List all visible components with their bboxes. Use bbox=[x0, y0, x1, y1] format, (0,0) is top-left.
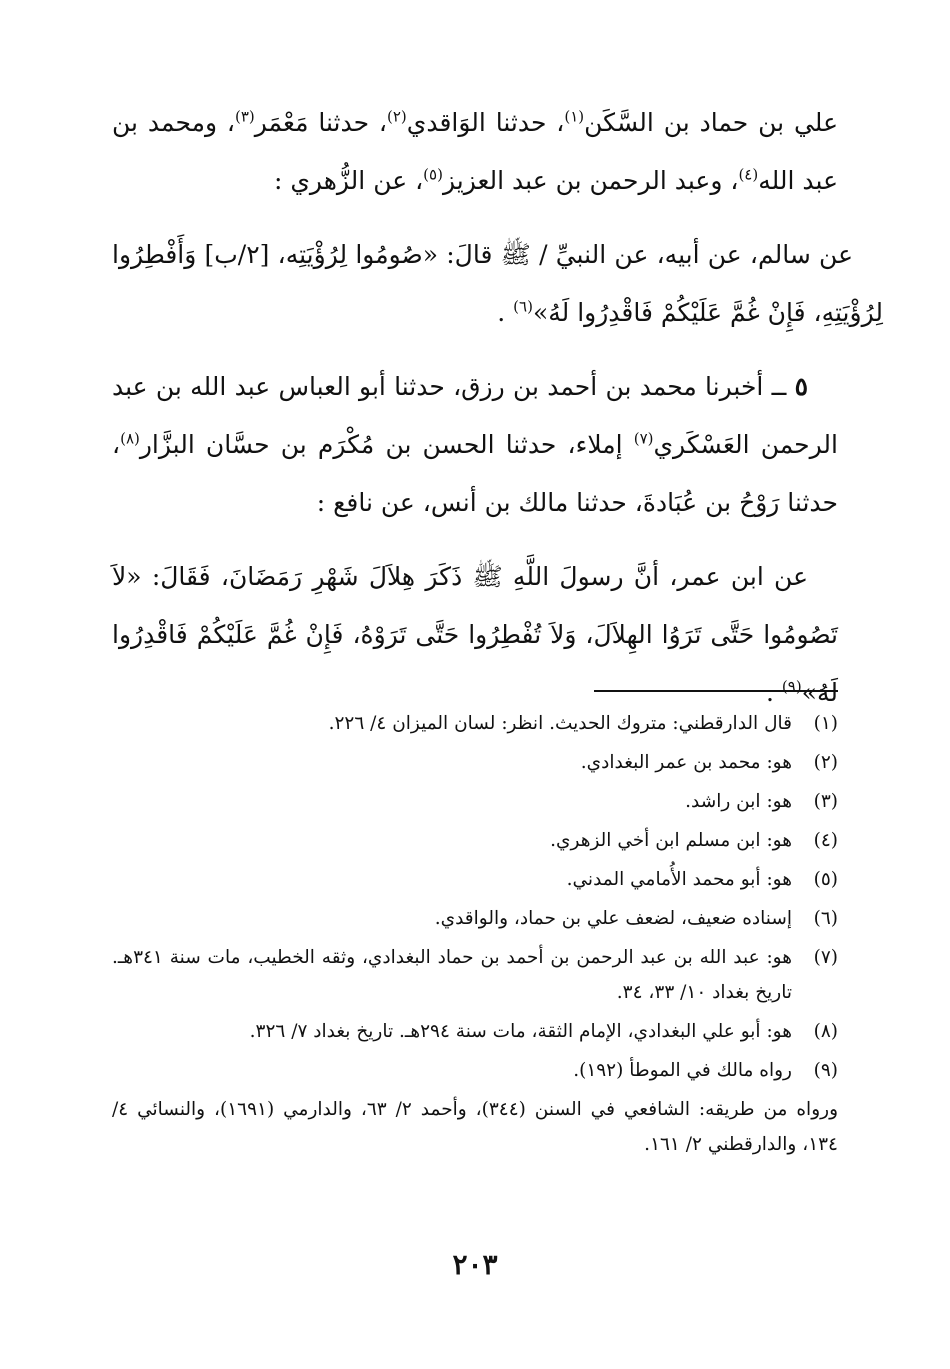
paragraph-hadith-1 bbox=[112, 226, 883, 342]
text-run: ، وعبد الرحمن بن عبد العزيز bbox=[442, 166, 739, 195]
footnote-1 bbox=[112, 706, 838, 741]
footnote-ref-4: (٤) bbox=[738, 165, 759, 184]
footnote-number: (٢) bbox=[813, 752, 838, 773]
footnote-text: رواه مالك في الموطأ (١٩٢). bbox=[573, 1060, 792, 1081]
footnote-text: هو: أبو محمد الأُمامي المدني. bbox=[566, 869, 792, 890]
text-run: . bbox=[497, 298, 514, 327]
text-run: . bbox=[765, 678, 782, 707]
footnote-3 bbox=[112, 784, 838, 819]
text-run: ، حدثنا رَوْحُ بن عُبَادةَ، حدثنا مالك بن أنس، عن نافع : bbox=[112, 430, 838, 517]
footnote-ref-7: (٧) bbox=[633, 429, 654, 448]
text-run: عن ابن عمر، أنَّ رسولَ اللَّهِ ﷺ ذَكَرَ هِلاَلَ شَهْرِ رَمَضَانَ، فَقَالَ: «لاَ تَصُومُوا حَتَّى تَرَوُا الهِلاَلَ، وَلاَ تُفْطِرُوا حَتَّى تَرَوْهُ، فَإِنْ غُمَّ عَلَيْكُمْ فَاقْدِرُوا لَهُ» bbox=[112, 562, 838, 707]
footnote-number: (٦) bbox=[813, 908, 838, 929]
footnote-ref-6: (٦) bbox=[513, 297, 533, 316]
footnote-ref-2: (٢) bbox=[386, 107, 407, 126]
footnote-text: هو: محمد بن عمر البغدادي. bbox=[580, 752, 792, 773]
page-number: ٢٠٣ bbox=[452, 1248, 498, 1281]
footnote-4 bbox=[112, 823, 838, 858]
footnote-text: هو: ابن راشد. bbox=[685, 791, 792, 812]
text-run: ، حدثنا الوَاقدي bbox=[406, 108, 565, 137]
footnote-2 bbox=[112, 745, 838, 780]
text-run: ، عن الزُّهري : bbox=[273, 166, 424, 195]
footnote-number: (٤) bbox=[813, 830, 838, 851]
paragraph-isnad-1 bbox=[112, 94, 838, 210]
footnote-ref-5: (٥) bbox=[423, 165, 443, 184]
footnote-ref-1: (١) bbox=[564, 107, 585, 126]
text-run: ، حدثنا مَعْمَر bbox=[254, 108, 387, 137]
footnote-number: (٩) bbox=[813, 1060, 838, 1081]
main-text bbox=[112, 94, 883, 722]
footnote-ref-8: (٨) bbox=[120, 429, 140, 448]
text-run: علي بن حماد بن السَّكَن bbox=[584, 108, 838, 137]
footnote-number: (٨) bbox=[813, 1021, 838, 1042]
footnote-number: (٧) bbox=[813, 947, 838, 968]
footnote-separator bbox=[594, 690, 838, 692]
footnote-9 bbox=[112, 1053, 838, 1088]
footnote-number: (٣) bbox=[813, 791, 838, 812]
footnote-text: إسناده ضعيف، لضعف علي بن حماد، والواقدي. bbox=[434, 908, 792, 929]
text-run: ــ أخبرنا محمد بن أحمد بن رزق، حدثنا أبو العباس عبد الله بن عبد الرحمن العَسْكَري bbox=[112, 372, 838, 459]
footnote-number: (١) bbox=[813, 713, 838, 734]
footnotes bbox=[112, 706, 838, 1162]
footnote-text: هو: عبد الله بن عبد الرحمن بن أحمد بن حماد البغدادي، وثقه الخطيب، مات سنة ٣٤١هـ. تاريخ بغداد ١٠/ ٣٣، ٣٤. bbox=[112, 947, 792, 1003]
footnote-8 bbox=[112, 1014, 838, 1049]
text-run: عن سالم، عن أبيه، عن النبيِّ / ﷺ قالَ: «صُومُوا لِرُؤْيَتِه، [٢/ب] وَأَفْطِرُوا لِرُؤْيَتِهِ، فَإِنْ غُمَّ عَلَيْكُمْ فَاقْدِرُوا لَهُ» bbox=[112, 240, 883, 327]
footnote-ref-3: (٣) bbox=[234, 107, 255, 126]
footnote-7 bbox=[112, 940, 838, 1010]
footnote-text: هو: أبو علي البغدادي، الإمام الثقة، مات سنة ٢٩٤هـ. تاريخ بغداد ٧/ ٣٢٦. bbox=[249, 1021, 792, 1042]
footnote-9-continuation: ورواه من طريقه: الشافعي في السنن (٣٤٤)، وأحمد ٢/ ٦٣، والدارمي (١٦٩١)، والنسائي ٤/ ١٣٤، والدارقطني ٢/ ١٦١. bbox=[112, 1099, 838, 1155]
text-run: إملاء، حدثنا الحسن بن مُكْرَم بن حسَّان البزَّار bbox=[139, 430, 634, 459]
footnote-5 bbox=[112, 862, 838, 897]
text-run: ، ومحمد بن عبد الله bbox=[112, 108, 838, 195]
footnote-6 bbox=[112, 901, 838, 936]
footnote-ref-9: (٩) bbox=[781, 677, 802, 696]
hadith-number: ٥ bbox=[794, 372, 808, 401]
footnote-text: هو: ابن مسلم ابن أخي الزهري. bbox=[550, 830, 792, 851]
paragraph-isnad-5 bbox=[112, 358, 838, 532]
footnote-text: قال الدارقطني: متروك الحديث. انظر: لسان الميزان ٤/ ٢٢٦. bbox=[328, 713, 792, 734]
paragraph-hadith-5 bbox=[112, 548, 838, 722]
footnote-number: (٥) bbox=[813, 869, 838, 890]
